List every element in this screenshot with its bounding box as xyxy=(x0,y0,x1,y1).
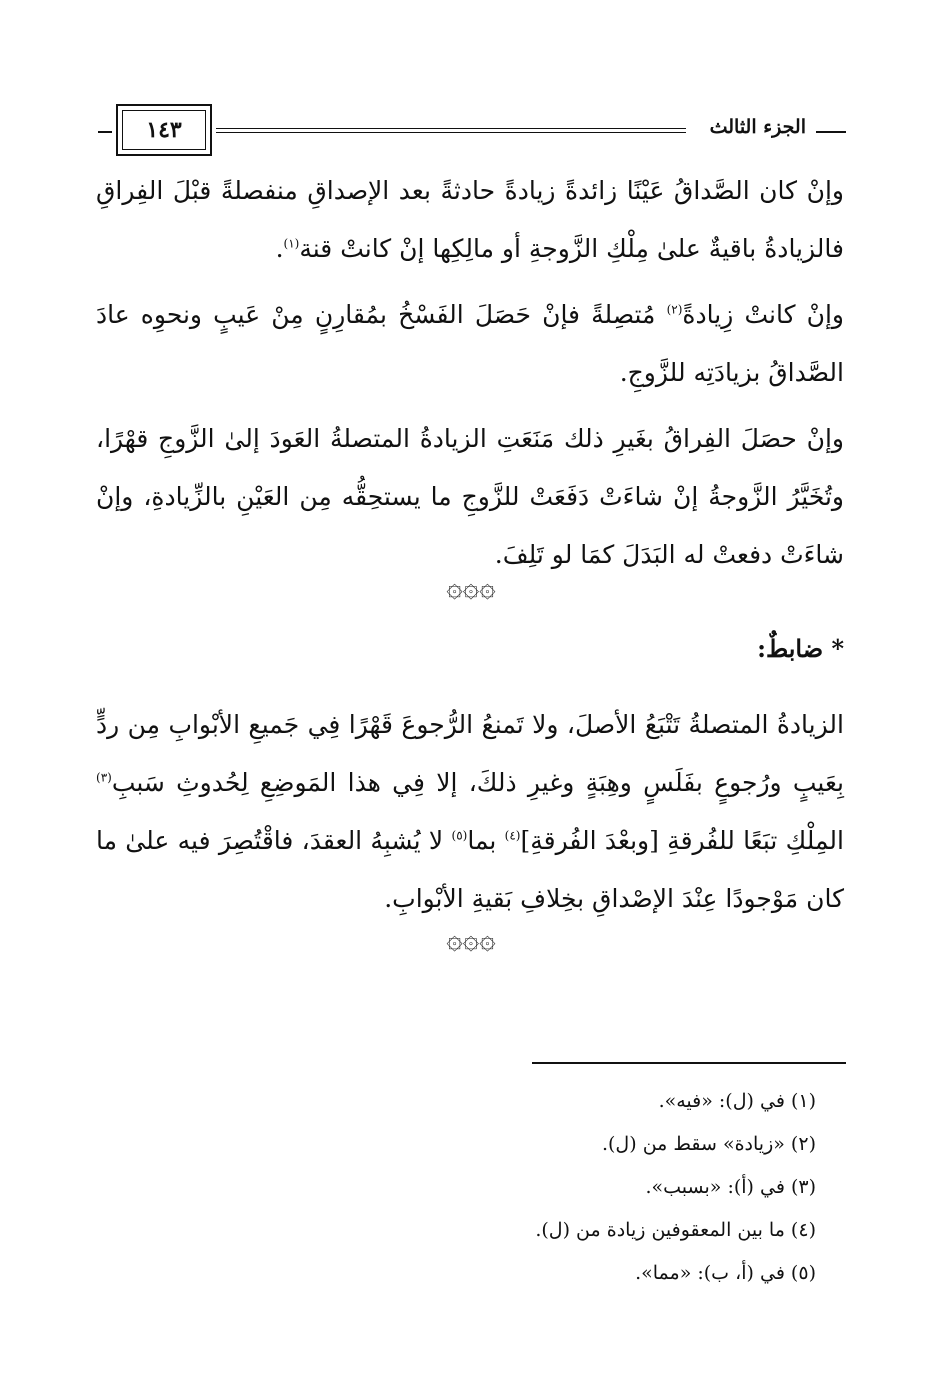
footnote-4: (٤) ما بين المعقوفين زيادة من (ل). xyxy=(535,1219,816,1241)
footnote-5: (٥) في (أ، ب): «مما». xyxy=(635,1262,816,1284)
header-rule-right xyxy=(816,131,846,133)
footnote-2: (٢) «زيادة» سقط من (ل). xyxy=(601,1133,816,1155)
rule-heading: * ضابطٌ: xyxy=(757,634,844,663)
page-number-box xyxy=(116,104,212,156)
header-rule-double xyxy=(216,128,686,133)
footnote-1: (١) في (ل): «فيه». xyxy=(658,1090,816,1112)
paragraph-4-text-a: الزيادةُ المتصلةُ تَتْبَعُ الأصلَ، ولا تَمنعُ الرُّجوعَ قَهْرًا فِي جَميعِ الأبْوابِ مِن ردٍّ بِعَيبٍ ورُجوعٍ بفَلَسٍ وهِبَةٍ وغيرِ ذلكَ، إلا فِي هذا المَوضِعِ لِحُدوثِ سَببِ xyxy=(96,710,844,797)
paragraph-4-text-b: المِلْكِ تبَعًا للفُرقةِ [وبعْدَ الفُرقةِ] xyxy=(520,826,844,855)
paragraph-2 xyxy=(96,286,844,402)
section-divider-stars: ۞۞۞ xyxy=(446,570,496,603)
footnote-3: (٣) في (أ): «بسبب». xyxy=(645,1176,816,1198)
paragraph-4-text-d: لا يُشبِهُ العقدَ، فاقْتُصِرَ فيه علىٰ ما كان مَوْجودًا عِنْدَ الإصْداقِ بخِلافِ بَقيةِ الأبْوابِ. xyxy=(96,826,844,913)
page-number: ١٤٣ xyxy=(122,110,206,150)
footnote-ref-1: (١) xyxy=(283,236,300,251)
footnote-ref-5: (٥) xyxy=(451,828,468,843)
footnote-ref-4: (٤) xyxy=(504,828,521,843)
part-title: الجزء الثالث xyxy=(709,116,806,138)
footnotes xyxy=(535,1080,816,1295)
footnote-separator xyxy=(98,1062,846,1064)
paragraph-3: وإنْ حصَلَ الفِراقُ بغَيرِ ذلك مَنَعَتِ الزيادةُ المتصلةُ العَودَ إلىٰ الزَّوجِ قهْرًا، وتُخَيَّرُ الزَّوجةُ إنْ شاءَتْ دَفَعَتْ للزَّوجِ ما يستحِقُّه مِن العَيْنِ بالزِّيادةِ، وإنْ شاءَتْ دفعتْ له البَدَلَ كمَا لو تَلِفَ. xyxy=(96,424,844,569)
header-rule-left xyxy=(98,131,112,133)
paragraph-1 xyxy=(96,162,844,278)
footnote-ref-2: (٢) xyxy=(666,302,683,317)
paragraph-4-text-c: بما xyxy=(467,826,505,855)
paragraph-2-text-b: مُتصِلةً فإنْ حَصَلَ الفَسْخُ بمُقارِنٍ مِنْ عَيبٍ ونحوِه عادَ الصَّداقُ بزيادَتِه للزَّوجِ. xyxy=(96,300,844,387)
footnote-ref-3: (٣) xyxy=(96,770,112,785)
section-divider-stars: ۞۞۞ xyxy=(446,922,496,955)
paragraph-1-end: . xyxy=(275,234,284,263)
paragraph-1-text: وإنْ كان الصَّداقُ عَيْنًا زائدةً زيادةً حادثةً بعد الإصداقِ منفصلةً قبْلَ الفِراقِ فالزيادةُ باقيةٌ علىٰ مِلْكِ الزَّوجةِ أو مالِكِها إنْ كانتْ قنة xyxy=(96,176,844,263)
paragraph-2-text-a: وإنْ كانتْ زِيادةً xyxy=(682,300,844,329)
paragraph-4 xyxy=(96,696,844,928)
page-header xyxy=(98,104,846,160)
